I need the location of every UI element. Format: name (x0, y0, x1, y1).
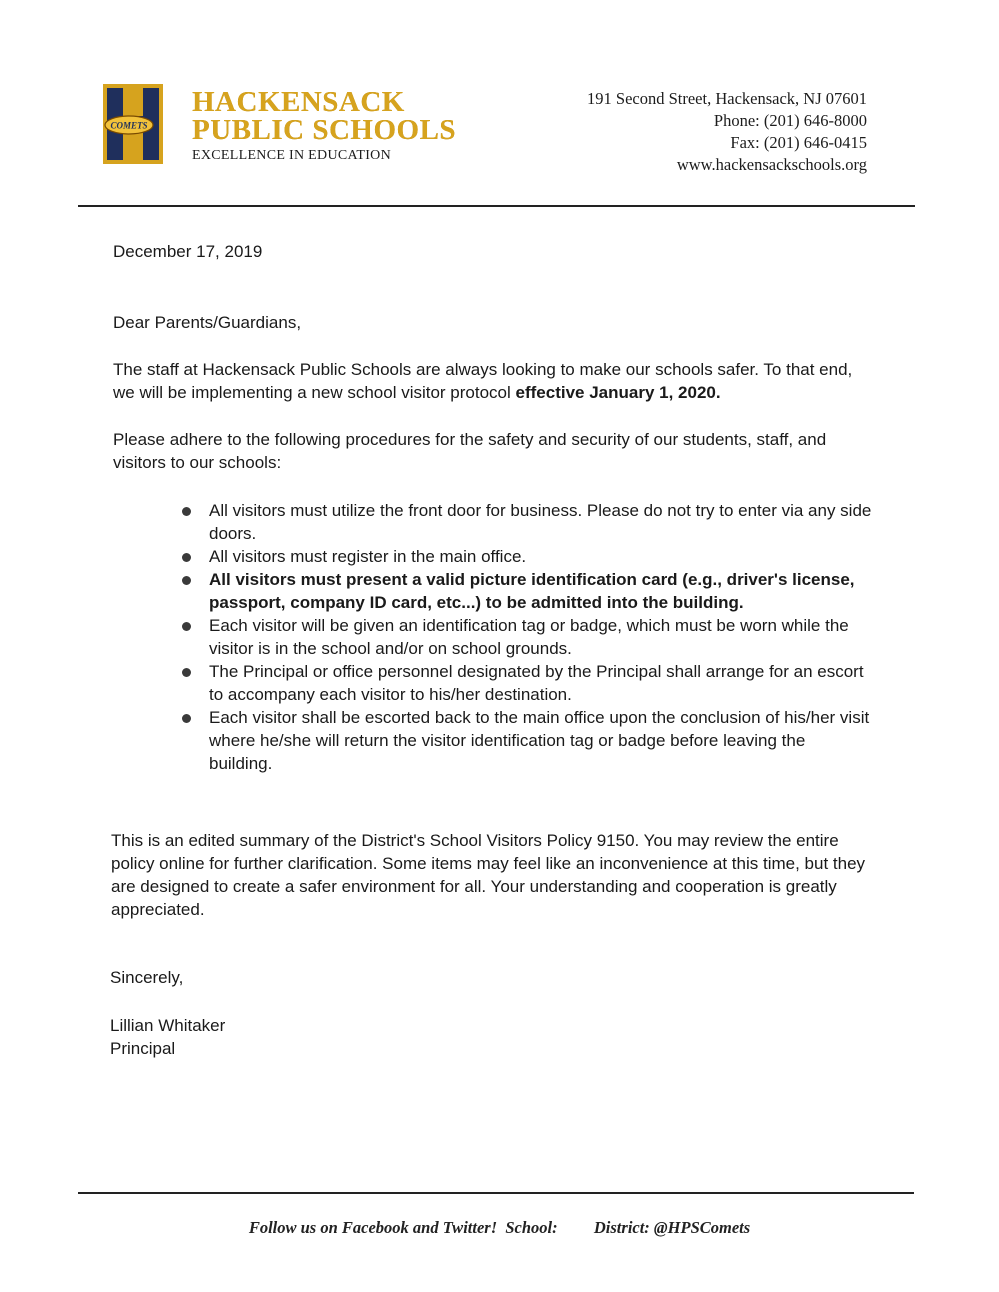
list-item (182, 568, 872, 614)
list-item-text: All visitors must present a valid picture identification card (e.g., driver's license, passport, company ID card, etc...) to be admitted into the building. (209, 570, 855, 612)
list-item (182, 660, 872, 706)
bullet-icon (182, 553, 191, 562)
footer-divider (78, 1192, 914, 1194)
bullet-icon (182, 507, 191, 516)
bullet-icon (182, 668, 191, 677)
footer-school-label: School: (505, 1218, 558, 1237)
signature-block (110, 1014, 225, 1060)
policy-summary-paragraph: This is an edited summary of the District's School Visitors Policy 9150. You may review the entire policy online for further clarification. Some items may feel like an inconvenience at this time, but they are designed to create a safer environment for all. Your understanding and cooperation is greatly appreciated. (111, 831, 866, 919)
list-item (182, 545, 872, 568)
list-item-text: All visitors must utilize the front door for business. Please do not try to enter via any side doors. (209, 501, 872, 543)
intro-text: The staff at Hackensack Public Schools are always looking to make our schools safer. To that end, we will be implementing a new school visitor protocol (113, 360, 853, 402)
list-item-text: All visitors must register in the main office. (209, 547, 527, 566)
list-item-text: Each visitor will be given an identification tag or badge, which must be worn while the visitor is in the school and/or on school grounds. (209, 616, 849, 658)
district-logo (103, 84, 163, 164)
org-name-line1: HACKENSACK (192, 86, 405, 118)
list-item-text: Each visitor shall be escorted back to the main office upon the conclusion of his/her visit where he/she will return the visitor identification tag or badge before leaving the building. (209, 708, 870, 773)
list-item (182, 706, 872, 775)
list-item-text: The Principal or office personnel designated by the Principal shall arrange for an escort to accompany each visitor to his/her destination. (209, 662, 864, 704)
phone: Phone: (201) 646-8000 (713, 111, 867, 130)
address: 191 Second Street, Hackensack, NJ 07601 (587, 89, 867, 108)
bullet-icon (182, 714, 191, 723)
procedures-list (182, 499, 872, 775)
org-name-line2: PUBLIC SCHOOLS (192, 114, 457, 146)
effective-date: effective January 1, 2020. (515, 383, 721, 402)
website-link[interactable]: www.hackensackschools.org (676, 155, 867, 174)
footer-follow: Follow us on Facebook and Twitter! (248, 1218, 498, 1237)
list-item (182, 614, 872, 660)
procedures-intro: Please adhere to the following procedures for the safety and security of our students, staff, and visitors to our schools: (113, 430, 827, 472)
fax: Fax: (201) 646-0415 (730, 133, 867, 152)
org-motto: EXCELLENCE IN EDUCATION (192, 148, 391, 163)
footer-district-handle[interactable]: District: @HPSComets (593, 1218, 751, 1237)
closing: Sincerely, (110, 968, 184, 987)
bullet-icon (182, 576, 191, 585)
header-divider (78, 205, 915, 207)
salutation: Dear Parents/Guardians, (113, 313, 302, 332)
letter-date: December 17, 2019 (113, 242, 263, 261)
intro-paragraph (113, 358, 873, 404)
signer-name: Lillian Whitaker (110, 1016, 226, 1035)
footer (0, 1218, 999, 1238)
bullet-icon (182, 622, 191, 631)
signer-title: Principal (110, 1039, 176, 1058)
logo-text: COMETS (110, 120, 148, 131)
list-item (182, 499, 872, 545)
org-name (192, 88, 456, 144)
contact-block (587, 88, 867, 176)
